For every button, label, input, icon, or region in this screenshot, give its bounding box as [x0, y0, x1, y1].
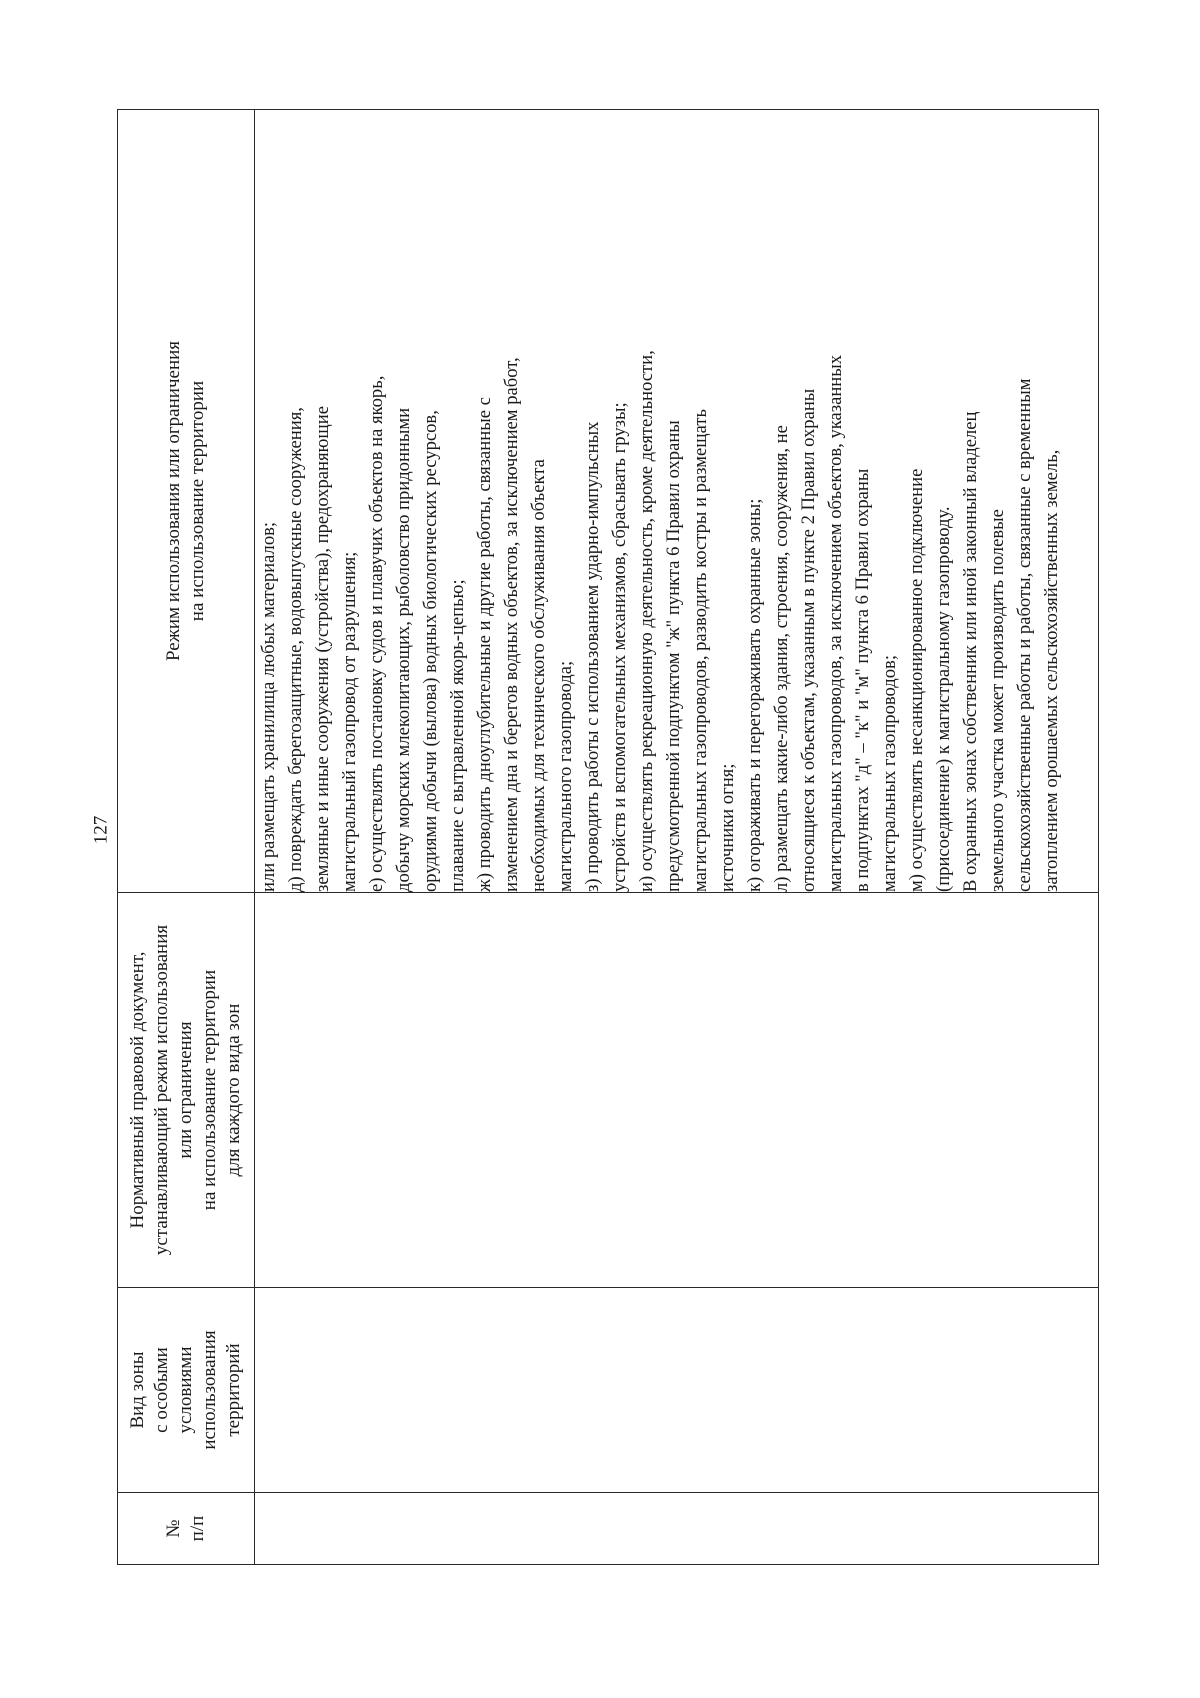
regime-text-line: плавание с вытравленной якорь-цепью;	[446, 578, 468, 892]
regime-text-line: ж) проводить дноуглубительные и другие работы, связанные с	[473, 396, 495, 892]
regime-text-line: д) повреждать берегозащитные, водовыпускные сооружения,	[284, 406, 306, 892]
regime-text-line: В охранных зонах собственник или иной законный владелец	[959, 411, 981, 892]
header-number	[117, 1492, 254, 1564]
cell-document	[254, 892, 1098, 1287]
regime-text-line: изменением дна и берегов водных объектов, за исключением работ,	[500, 356, 522, 892]
page-number-text: 127	[90, 815, 111, 845]
header-document-line: устанавливающий режим использования	[150, 924, 172, 1255]
zone-regime-table	[117, 109, 1099, 1565]
regime-text-line: необходимых для технического обслуживания объекта	[527, 458, 549, 892]
cell-regime	[254, 109, 1098, 892]
header-regime	[117, 109, 254, 892]
regime-text-line: земляные и иные сооружения (устройства), предохраняющие	[311, 405, 333, 892]
regime-text-line: е) осуществлять постановку судов и плавучих объектов на якорь,	[365, 375, 387, 892]
regime-text-line: в подпунктах "д" – "к" и "м" пункта 6 Правил охраны	[851, 468, 873, 892]
header-document-line: для каждого вида зон	[222, 1003, 244, 1176]
zone-regime-table-container	[117, 110, 1096, 1565]
regime-text-line: магистральный газопровод от разрушения;	[338, 551, 360, 892]
header-zone-kind-line: Вид зоны	[126, 1350, 148, 1429]
page-number	[86, 805, 116, 855]
regime-text-line: и) осуществлять рекреационную деятельность, кроме деятельности,	[635, 349, 657, 892]
header-zone-kind-line: использования	[198, 1329, 220, 1450]
regime-text-line: затоплением орошаемых сельскохозяйственных земель,	[1040, 449, 1062, 892]
cell-zone-kind	[254, 1287, 1098, 1492]
regime-text-line: магистрального газопровода;	[554, 660, 576, 892]
header-regime-line: на использование территории	[186, 380, 208, 621]
header-document-line: на использование территории	[198, 969, 220, 1210]
regime-text-line: м) осуществлять несанкционированное подключение	[905, 468, 927, 892]
header-document	[117, 892, 254, 1287]
header-regime-line: Режим использования или ограничения	[162, 340, 184, 661]
header-number-line: №	[162, 1518, 184, 1538]
regime-text-line: сельскохозяйственные работы и работы, связанные с временным	[1013, 377, 1035, 892]
header-zone-kind	[117, 1287, 254, 1492]
header-zone-kind-line: территорий	[222, 1342, 244, 1437]
regime-text-line: устройств и вспомогательных механизмов, сбрасывать грузы;	[608, 401, 630, 892]
table-row	[254, 109, 1098, 1564]
regime-text-line: магистральных газопроводов, разводить костры и размещать	[689, 408, 711, 892]
header-number-line: п/п	[186, 1515, 208, 1541]
regime-text-line: магистральных газопроводов, за исключением объектов, указанных	[824, 354, 846, 892]
regime-text-line: источники огня;	[716, 763, 738, 892]
header-document-line: или ограничения	[174, 1020, 196, 1159]
regime-text-line: к) огораживать и перегораживать охранные зоны;	[743, 498, 765, 892]
regime-text-line: относящиеся к объектам, указанным в пункте 2 Правил охраны	[797, 388, 819, 892]
header-zone-kind-line: с особыми	[150, 1346, 172, 1433]
regime-text-line: добычу морских млекопитающих, рыболовство придонными	[392, 407, 414, 892]
table-header-row	[117, 109, 254, 1564]
regime-text-line: магистральных газопроводов;	[878, 654, 900, 892]
regime-text-line: земельного участка может производить полевые	[986, 508, 1008, 892]
regime-text-line: предусмотренной подпунктом "ж" пункта 6 Правил охраны	[662, 419, 684, 892]
regime-text-line: (присоединение) к магистральному газопроводу.	[932, 505, 954, 892]
cell-number	[254, 1492, 1098, 1564]
regime-text-line: л) размещать какие-либо здания, строения, сооружения, не	[770, 424, 792, 892]
regime-text-line: или размещать хранилища любых материалов;	[257, 521, 279, 892]
header-zone-kind-line: условиями	[174, 1346, 196, 1433]
regime-text-line: орудиями добычи (вылова) водных биологических ресурсов,	[419, 409, 441, 892]
header-document-line: Нормативный правовой документ,	[126, 951, 148, 1228]
regime-text-line: з) проводить работы с использованием ударно-импульсных	[581, 421, 603, 892]
